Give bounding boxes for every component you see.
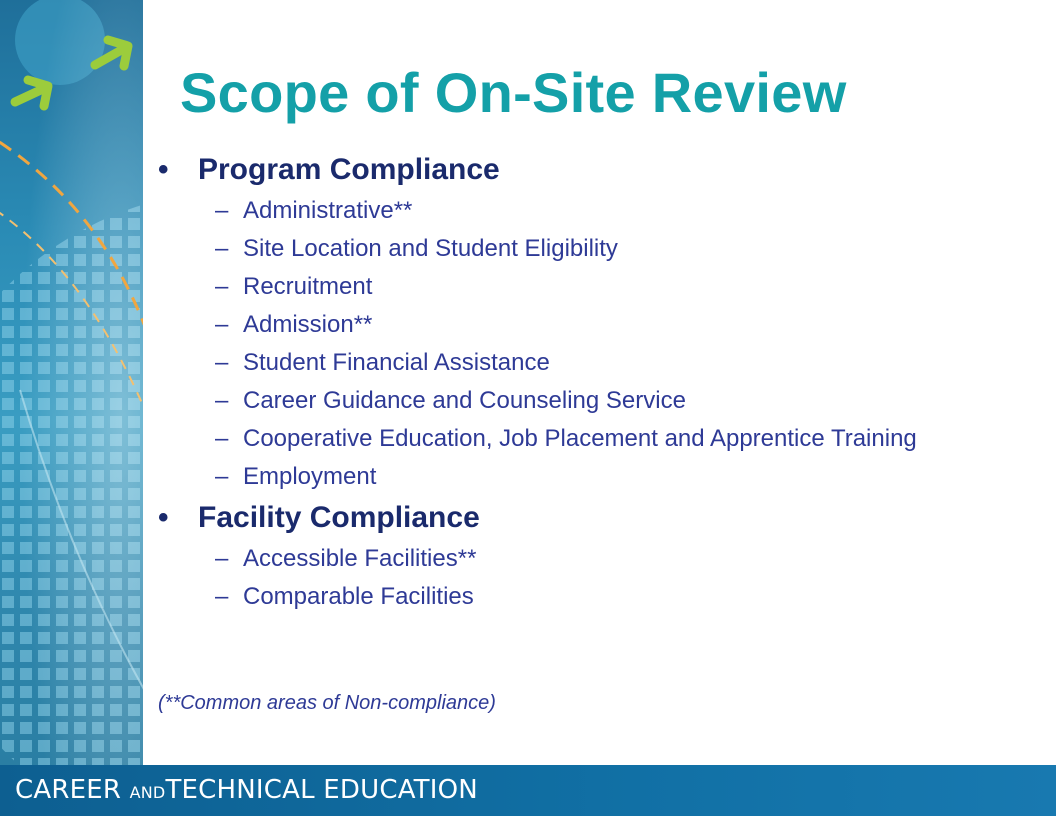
list-item [158, 544, 1038, 573]
list-item-text: Cooperative Education, Job Placement and Apprentice Training [243, 425, 917, 452]
section-program-compliance [158, 152, 1038, 491]
list-item-text: Comparable Facilities [243, 583, 474, 610]
footer-word-technical-education: TECHNICAL EDUCATION [165, 775, 478, 805]
dash-icon: – [215, 197, 229, 224]
dash-icon: – [215, 463, 229, 490]
section-heading: Facility Compliance [198, 501, 480, 534]
list-item-text: Employment [243, 463, 377, 490]
bullet-content [158, 152, 1038, 620]
dash-icon: – [215, 387, 229, 414]
list-item [158, 196, 1038, 225]
decorative-globe-band [0, 0, 143, 765]
dash-icon: – [215, 311, 229, 338]
dash-icon: – [215, 349, 229, 376]
footer-word-and: AND [129, 783, 166, 802]
dash-icon: – [215, 235, 229, 262]
list-item-text: Site Location and Student Eligibility [243, 235, 618, 262]
list-item-text: Administrative** [243, 197, 413, 224]
footer-brand [15, 775, 478, 805]
bullet-icon: • [158, 153, 169, 186]
dash-icon: – [215, 273, 229, 300]
list-item-text: Career Guidance and Counseling Service [243, 387, 686, 414]
list-item [158, 310, 1038, 339]
section-facility-compliance [158, 500, 1038, 611]
list-item [158, 582, 1038, 611]
sub-item-list [158, 544, 1038, 611]
list-item [158, 234, 1038, 263]
list-item-text: Student Financial Assistance [243, 349, 550, 376]
footnote: (**Common areas of Non-compliance) [158, 692, 496, 714]
bullet-heading [158, 152, 1038, 192]
sub-item-list [158, 196, 1038, 491]
section-heading: Program Compliance [198, 153, 500, 186]
dash-icon: – [215, 425, 229, 452]
bullet-icon: • [158, 501, 169, 534]
list-item [158, 462, 1038, 491]
footer-word-career: CAREER [15, 775, 122, 805]
dash-icon: – [215, 545, 229, 572]
footer-bar [0, 765, 1056, 816]
list-item [158, 386, 1038, 415]
slide-title: Scope of On-Site Review [180, 61, 847, 124]
list-item [158, 272, 1038, 301]
list-item [158, 424, 1038, 453]
list-item-text: Accessible Facilities** [243, 545, 477, 572]
dash-icon: – [215, 583, 229, 610]
globe-graphic [0, 0, 143, 765]
bullet-heading [158, 500, 1038, 540]
list-item-text: Admission** [243, 311, 373, 338]
list-item [158, 348, 1038, 377]
list-item-text: Recruitment [243, 273, 373, 300]
